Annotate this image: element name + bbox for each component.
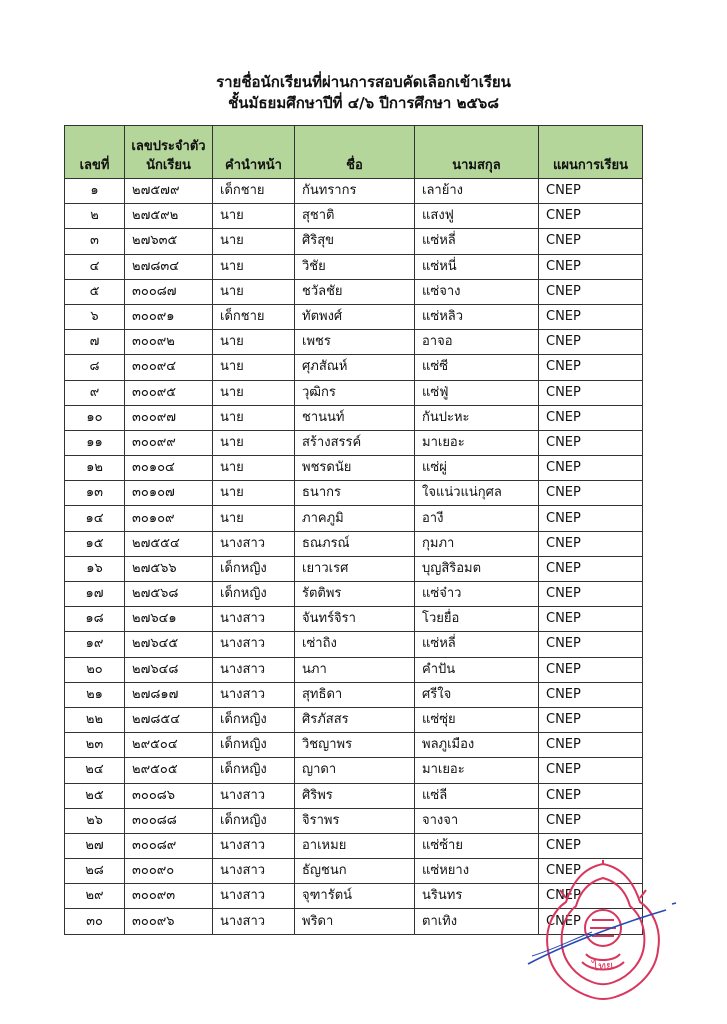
cell-student-id: ๓๐๐๘๖	[125, 783, 213, 808]
table-row	[65, 380, 643, 405]
table-row	[65, 355, 643, 380]
cell-prefix: นาย	[213, 405, 295, 430]
cell-prefix: นางสาว	[213, 657, 295, 682]
cell-last-name: ตาเทิง	[415, 909, 539, 934]
cell-student-id: ๒๗๕๕๔	[125, 531, 213, 556]
table-row	[65, 733, 643, 758]
cell-last-name: ใจแน่วแน่กุศล	[415, 481, 539, 506]
cell-first-name: ศุภสัณห์	[295, 355, 415, 380]
cell-program: CNEP	[539, 506, 643, 531]
cell-program: CNEP	[539, 808, 643, 833]
cell-program: CNEP	[539, 330, 643, 355]
cell-first-name: เยาวเรศ	[295, 556, 415, 581]
cell-program: CNEP	[539, 733, 643, 758]
cell-student-id: ๓๐๐๘๗	[125, 279, 213, 304]
cell-first-name: ศิริสุข	[295, 229, 415, 254]
table-row	[65, 582, 643, 607]
cell-program: CNEP	[539, 355, 643, 380]
cell-prefix: เด็กหญิง	[213, 733, 295, 758]
cell-prefix: นางสาว	[213, 833, 295, 858]
cell-program: CNEP	[539, 531, 643, 556]
cell-prefix: นางสาว	[213, 859, 295, 884]
cell-no: ๑๙	[65, 632, 125, 657]
cell-first-name: ทัตพงศ์	[295, 304, 415, 329]
cell-student-id: ๓๐๑๐๔	[125, 456, 213, 481]
cell-student-id: ๓๐๐๙๒	[125, 330, 213, 355]
cell-last-name: โวยยื่อ	[415, 607, 539, 632]
cell-program: CNEP	[539, 481, 643, 506]
cell-student-id: ๒๗๖๔๑	[125, 607, 213, 632]
cell-prefix: นาย	[213, 430, 295, 455]
cell-prefix: เด็กหญิง	[213, 556, 295, 581]
cell-student-id: ๒๗๖๓๕	[125, 229, 213, 254]
header-first-name: ชื่อ	[295, 126, 415, 179]
cell-last-name: แซ่หลี่	[415, 229, 539, 254]
cell-program: CNEP	[539, 582, 643, 607]
cell-first-name: กันทรากร	[295, 179, 415, 204]
cell-first-name: ศิริพร	[295, 783, 415, 808]
cell-first-name: พริดา	[295, 909, 415, 934]
cell-program: CNEP	[539, 884, 643, 909]
cell-student-id: ๒๙๕๐๕	[125, 758, 213, 783]
cell-last-name: แซ่จาง	[415, 279, 539, 304]
cell-program: CNEP	[539, 304, 643, 329]
cell-no: ๒๖	[65, 808, 125, 833]
table-row	[65, 833, 643, 858]
cell-student-id: ๓๐๑๐๙	[125, 506, 213, 531]
header-program: แผนการเรียน	[539, 126, 643, 179]
document-title-line1: รายชื่อนักเรียนที่ผ่านการสอบคัดเลือกเข้าเรียน	[216, 73, 511, 91]
cell-no: ๑๕	[65, 531, 125, 556]
cell-prefix: นาย	[213, 254, 295, 279]
cell-prefix: นาย	[213, 229, 295, 254]
cell-no: ๒๑	[65, 682, 125, 707]
cell-last-name: แซ่หยาง	[415, 859, 539, 884]
cell-no: ๒๒	[65, 707, 125, 732]
table-row	[65, 204, 643, 229]
cell-first-name: จิราพร	[295, 808, 415, 833]
cell-no: ๑๑	[65, 430, 125, 455]
cell-student-id: ๓๐๐๙๕	[125, 380, 213, 405]
cell-prefix: นาย	[213, 279, 295, 304]
cell-prefix: เด็กหญิง	[213, 758, 295, 783]
cell-program: CNEP	[539, 380, 643, 405]
table-row	[65, 279, 643, 304]
cell-program: CNEP	[539, 607, 643, 632]
cell-last-name: แซ่ฟู่	[415, 380, 539, 405]
cell-no: ๒๓	[65, 733, 125, 758]
cell-first-name: สุชาติ	[295, 204, 415, 229]
cell-prefix: นางสาว	[213, 884, 295, 909]
cell-no: ๖	[65, 304, 125, 329]
table-row	[65, 330, 643, 355]
cell-no: ๒๗	[65, 833, 125, 858]
cell-no: ๘	[65, 355, 125, 380]
table-row	[65, 179, 643, 204]
table-row	[65, 707, 643, 732]
cell-no: ๔	[65, 254, 125, 279]
cell-last-name: แซ่ซุ่ย	[415, 707, 539, 732]
cell-first-name: เซ่าถิง	[295, 632, 415, 657]
cell-prefix: เด็กชาย	[213, 304, 295, 329]
cell-program: CNEP	[539, 859, 643, 884]
cell-first-name: ธนากร	[295, 481, 415, 506]
cell-first-name: วิชญาพร	[295, 733, 415, 758]
table-row	[65, 254, 643, 279]
header-prefix: คำนำหน้า	[213, 126, 295, 179]
cell-prefix: นาย	[213, 506, 295, 531]
cell-prefix: เด็กหญิง	[213, 582, 295, 607]
table-row	[65, 758, 643, 783]
cell-last-name: แสงฟู	[415, 204, 539, 229]
cell-last-name: กันปะหะ	[415, 405, 539, 430]
cell-first-name: เพชร	[295, 330, 415, 355]
cell-no: ๑๔	[65, 506, 125, 531]
cell-prefix: นางสาว	[213, 531, 295, 556]
cell-last-name: แซ่ซี	[415, 355, 539, 380]
cell-program: CNEP	[539, 405, 643, 430]
cell-prefix: นาย	[213, 456, 295, 481]
cell-first-name: สร้างสรรค์	[295, 430, 415, 455]
table-row	[65, 682, 643, 707]
cell-no: ๑๒	[65, 456, 125, 481]
table-header-row	[65, 126, 643, 179]
cell-first-name: ญาดา	[295, 758, 415, 783]
cell-prefix: นางสาว	[213, 607, 295, 632]
cell-program: CNEP	[539, 682, 643, 707]
cell-no: ๒๐	[65, 657, 125, 682]
cell-first-name: ศิรภัสสร	[295, 707, 415, 732]
cell-prefix: เด็กชาย	[213, 179, 295, 204]
cell-student-id: ๒๗๕๙๒	[125, 204, 213, 229]
cell-first-name: ชวัลชัย	[295, 279, 415, 304]
cell-student-id: ๒๙๕๐๔	[125, 733, 213, 758]
cell-prefix: นางสาว	[213, 783, 295, 808]
cell-no: ๑๖	[65, 556, 125, 581]
table-row	[65, 481, 643, 506]
cell-program: CNEP	[539, 707, 643, 732]
cell-student-id: ๒๗๕๗๙	[125, 179, 213, 204]
cell-last-name: แซ่จ๋าว	[415, 582, 539, 607]
cell-no: ๕	[65, 279, 125, 304]
cell-no: ๙	[65, 380, 125, 405]
cell-last-name: อาจอ	[415, 330, 539, 355]
cell-program: CNEP	[539, 179, 643, 204]
cell-last-name: พลภูเมือง	[415, 733, 539, 758]
cell-first-name: อาเหมย	[295, 833, 415, 858]
document-title-line2: ชั้นมัธยมศึกษาปีที่ ๔/๖ ปีการศึกษา ๒๕๖๘	[228, 94, 499, 112]
cell-program: CNEP	[539, 254, 643, 279]
table-row	[65, 783, 643, 808]
cell-program: CNEP	[539, 279, 643, 304]
cell-last-name: จางจา	[415, 808, 539, 833]
cell-last-name: คำปัน	[415, 657, 539, 682]
cell-program: CNEP	[539, 204, 643, 229]
svg-text:ไทย: ไทย	[591, 958, 614, 974]
table-row	[65, 405, 643, 430]
cell-student-id: ๓๐๐๙๔	[125, 355, 213, 380]
cell-first-name: ธัญชนก	[295, 859, 415, 884]
cell-student-id: ๒๗๕๖๘	[125, 582, 213, 607]
school-seal-stamp	[522, 858, 684, 1018]
cell-prefix: นาย	[213, 204, 295, 229]
table-row	[65, 657, 643, 682]
cell-no: ๗	[65, 330, 125, 355]
cell-first-name: ภาคภูมิ	[295, 506, 415, 531]
cell-no: ๑๗	[65, 582, 125, 607]
cell-no: ๒๔	[65, 758, 125, 783]
cell-student-id: ๒๗๘๑๗	[125, 682, 213, 707]
cell-first-name: ธณภรณ์	[295, 531, 415, 556]
cell-program: CNEP	[539, 430, 643, 455]
cell-last-name: กุมภา	[415, 531, 539, 556]
cell-prefix: นาย	[213, 481, 295, 506]
header-last-name: นามสกุล	[415, 126, 539, 179]
cell-first-name: จันทร์จิรา	[295, 607, 415, 632]
cell-first-name: วิชัย	[295, 254, 415, 279]
table-row	[65, 506, 643, 531]
cell-no: ๑	[65, 179, 125, 204]
cell-student-id: ๓๐๐๙๐	[125, 859, 213, 884]
cell-prefix: นาย	[213, 380, 295, 405]
cell-last-name: ศรีใจ	[415, 682, 539, 707]
cell-student-id: ๒๗๖๔๕	[125, 632, 213, 657]
cell-program: CNEP	[539, 657, 643, 682]
table-row	[65, 531, 643, 556]
cell-prefix: เด็กหญิง	[213, 808, 295, 833]
cell-no: ๒	[65, 204, 125, 229]
cell-first-name: รัตติพร	[295, 582, 415, 607]
cell-program: CNEP	[539, 456, 643, 481]
cell-last-name: แซ่ลี	[415, 783, 539, 808]
cell-last-name: แซ่หนี่	[415, 254, 539, 279]
table-row	[65, 304, 643, 329]
table-row	[65, 229, 643, 254]
cell-last-name: แซ่ผู่	[415, 456, 539, 481]
cell-student-id: ๓๐๐๙๗	[125, 405, 213, 430]
cell-first-name: สุทธิดา	[295, 682, 415, 707]
cell-program: CNEP	[539, 833, 643, 858]
cell-no: ๒๙	[65, 884, 125, 909]
cell-student-id: ๓๐๐๙๖	[125, 909, 213, 934]
cell-student-id: ๒๗๕๖๖	[125, 556, 213, 581]
cell-prefix: นางสาว	[213, 909, 295, 934]
cell-prefix: นางสาว	[213, 632, 295, 657]
cell-student-id: ๓๐๐๙๓	[125, 884, 213, 909]
table-row	[65, 632, 643, 657]
cell-no: ๓๐	[65, 909, 125, 934]
header-no: เลขที่	[65, 126, 125, 179]
cell-prefix: นาย	[213, 330, 295, 355]
cell-program: CNEP	[539, 783, 643, 808]
cell-first-name: วุฒิกร	[295, 380, 415, 405]
cell-last-name: อางี	[415, 506, 539, 531]
cell-last-name: นรินทร	[415, 884, 539, 909]
cell-last-name: เลาย้าง	[415, 179, 539, 204]
cell-last-name: แซ่หลิว	[415, 304, 539, 329]
table-row	[65, 556, 643, 581]
table-row	[65, 430, 643, 455]
header-student-id: เลขประจำตัว นักเรียน	[125, 126, 213, 179]
table-row	[65, 456, 643, 481]
table-row	[65, 808, 643, 833]
cell-last-name: มาเยอะ	[415, 758, 539, 783]
cell-first-name: ชานนท์	[295, 405, 415, 430]
cell-program: CNEP	[539, 758, 643, 783]
cell-program: CNEP	[539, 909, 643, 934]
cell-student-id: ๓๐๐๙๙	[125, 430, 213, 455]
cell-student-id: ๓๐๑๐๗	[125, 481, 213, 506]
cell-no: ๑๓	[65, 481, 125, 506]
table-row	[65, 607, 643, 632]
cell-student-id: ๓๐๐๙๑	[125, 304, 213, 329]
cell-first-name: นภา	[295, 657, 415, 682]
cell-last-name: บุญสิริอมต	[415, 556, 539, 581]
cell-last-name: แซ่หลี่	[415, 632, 539, 657]
cell-prefix: เด็กหญิง	[213, 707, 295, 732]
cell-first-name: จุฑารัตน์	[295, 884, 415, 909]
cell-first-name: พชรดนัย	[295, 456, 415, 481]
cell-no: ๓	[65, 229, 125, 254]
cell-prefix: นาย	[213, 355, 295, 380]
cell-last-name: แซ่ซ้าย	[415, 833, 539, 858]
cell-student-id: ๓๐๐๘๙	[125, 833, 213, 858]
student-list-table	[64, 125, 643, 935]
cell-student-id: ๒๗๖๔๘	[125, 657, 213, 682]
cell-no: ๒๕	[65, 783, 125, 808]
cell-last-name: มาเยอะ	[415, 430, 539, 455]
cell-no: ๑๐	[65, 405, 125, 430]
cell-no: ๒๘	[65, 859, 125, 884]
cell-student-id: ๒๗๘๕๔	[125, 707, 213, 732]
cell-program: CNEP	[539, 229, 643, 254]
cell-program: CNEP	[539, 556, 643, 581]
cell-no: ๑๘	[65, 607, 125, 632]
cell-student-id: ๒๗๘๓๔	[125, 254, 213, 279]
cell-program: CNEP	[539, 632, 643, 657]
cell-prefix: นางสาว	[213, 682, 295, 707]
cell-student-id: ๓๐๐๘๘	[125, 808, 213, 833]
